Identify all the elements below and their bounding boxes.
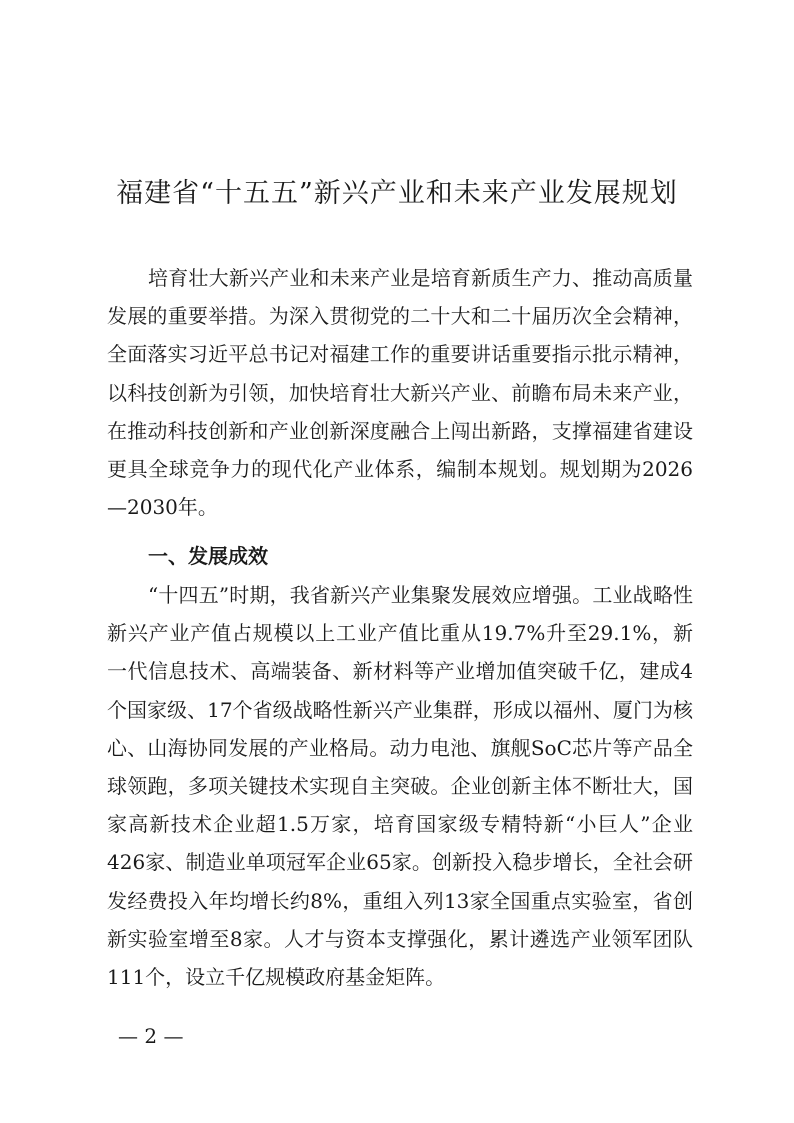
section-paragraph: “十四五”时期，我省新兴产业集聚发展效应增强。工业战略性新兴产业产值占规模以上工业产值比重从19.7%升至29.1%，新一代信息技术、高端装备、新材料等产业增加值突破千亿，建成4个国家级、17个省级战略性新兴产业集群，形成以福州、厦门为核心、山海协同发展的产业格局。动力电池、旗舰SoC芯片等产品全球领跑，多项关键技术实现自主突破。企业创新主体不断壮大，国家高新技术企业超1.5万家，培育国家级专精特新“小巨人”企业426家、制造业单项冠军企业65家。创新投入稳步增长，全社会研发经费投入年均增长约8%，重组入列13家全国重点实验室，省创新实验室增至8家。人才与资本支撑强化，累计遴选产业领军团队111个，设立千亿规模政府基金矩阵。 [107, 583, 693, 990]
section-heading: 一、发展成效 [148, 544, 268, 568]
intro-paragraph: 培育壮大新兴产业和未来产业是培育新质生产力、推动高质量发展的重要举措。为深入贯彻党的二十大和二十届历次全会精神，全面落实习近平总书记对福建工作的重要讲话重要指示批示精神，以科技创新为引领，加快培育壮大新兴产业、前瞻布局未来产业，在推动科技创新和产业创新深度融合上闯出新路，支撑福建省建设更具全球竞争力的现代化产业体系，编制本规划。规划期为2026—2030年。 [107, 266, 693, 520]
document-title: 福建省“十五五”新兴产业和未来产业发展规划 [116, 178, 678, 209]
page-number: — 2 — [118, 1024, 184, 1048]
